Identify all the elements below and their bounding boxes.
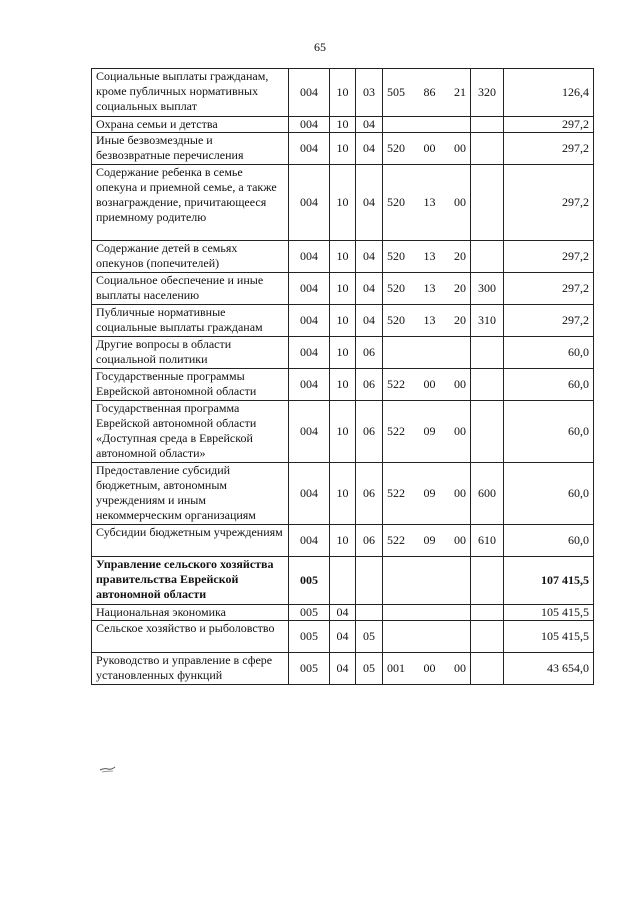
target-article-cell xyxy=(383,305,471,337)
target-article-part: 00 xyxy=(454,377,466,391)
target-article-part: 13 xyxy=(423,313,436,327)
item-name-cell: Иные безвозмездные и безвозвратные перечисления xyxy=(92,133,289,165)
ministry-code-cell: 004 xyxy=(289,463,330,525)
item-name-cell: Публичные нормативные социальные выплаты гражданам xyxy=(92,305,289,337)
target-article-part: 520 xyxy=(387,195,405,209)
subsection-code-cell: 04 xyxy=(356,241,383,273)
amount-cell: 297,2 xyxy=(504,241,594,273)
ministry-code-cell: 005 xyxy=(289,557,330,605)
target-article-cell xyxy=(383,117,471,133)
target-article-part: 00 xyxy=(423,141,436,155)
item-name-cell: Социальное обеспечение и иные выплаты населению xyxy=(92,273,289,305)
target-article-cell xyxy=(383,557,471,605)
target-article-cell xyxy=(383,463,471,525)
target-article-part: 520 xyxy=(387,141,405,155)
expense-type-cell xyxy=(471,241,504,273)
section-code-cell: 10 xyxy=(330,165,356,241)
target-article-part: 20 xyxy=(454,249,466,263)
item-name-cell: Другие вопросы в области социальной политики xyxy=(92,337,289,369)
target-article-part: 00 xyxy=(423,377,436,391)
target-article-part: 09 xyxy=(423,533,436,547)
target-article-part: 522 xyxy=(387,424,405,438)
target-article-part: 522 xyxy=(387,486,405,500)
table-row xyxy=(92,401,594,463)
subsection-code-cell: 04 xyxy=(356,133,383,165)
target-article-part: 20 xyxy=(454,313,466,327)
subsection-code-cell: 06 xyxy=(356,337,383,369)
section-code-cell: 04 xyxy=(330,653,356,685)
subsection-code-cell: 04 xyxy=(356,117,383,133)
amount-cell: 60,0 xyxy=(504,525,594,557)
amount-cell: 60,0 xyxy=(504,463,594,525)
item-name-cell: Управление сельского хозяйства правительства Еврейской автономной области xyxy=(92,557,289,605)
table-body xyxy=(92,69,594,685)
ministry-code-cell: 004 xyxy=(289,525,330,557)
ministry-code-cell: 004 xyxy=(289,69,330,117)
expense-type-cell xyxy=(471,337,504,369)
ministry-code-cell: 004 xyxy=(289,241,330,273)
expense-type-cell xyxy=(471,165,504,241)
section-code-cell: 10 xyxy=(330,337,356,369)
amount-cell: 60,0 xyxy=(504,337,594,369)
section-code-cell xyxy=(330,557,356,605)
item-name-cell: Социальные выплаты гражданам, кроме публичных нормативных социальных выплат xyxy=(92,69,289,117)
target-article-cell xyxy=(383,653,471,685)
target-article-part: 09 xyxy=(423,424,436,438)
ministry-code-cell: 004 xyxy=(289,133,330,165)
table-row xyxy=(92,369,594,401)
expense-type-cell xyxy=(471,557,504,605)
target-article-cell xyxy=(383,605,471,621)
target-article-cell xyxy=(383,273,471,305)
subsection-code-cell xyxy=(356,605,383,621)
amount-cell: 60,0 xyxy=(504,369,594,401)
expense-type-cell xyxy=(471,621,504,653)
target-article-part: 522 xyxy=(387,377,405,391)
target-article-part: 00 xyxy=(423,661,436,675)
ministry-code-cell: 004 xyxy=(289,117,330,133)
amount-cell: 297,2 xyxy=(504,117,594,133)
ministry-code-cell: 004 xyxy=(289,337,330,369)
ministry-code-cell: 005 xyxy=(289,653,330,685)
subsection-code-cell: 04 xyxy=(356,273,383,305)
section-code-cell: 10 xyxy=(330,241,356,273)
ministry-code-cell: 005 xyxy=(289,605,330,621)
subsection-code-cell: 06 xyxy=(356,525,383,557)
amount-cell: 297,2 xyxy=(504,305,594,337)
target-article-part: 21 xyxy=(454,85,466,99)
table-row xyxy=(92,525,594,557)
section-code-cell: 10 xyxy=(330,369,356,401)
expense-type-cell xyxy=(471,133,504,165)
target-article-part: 13 xyxy=(423,195,436,209)
subsection-code-cell: 05 xyxy=(356,653,383,685)
amount-cell: 126,4 xyxy=(504,69,594,117)
target-article-part: 520 xyxy=(387,281,405,295)
item-name-cell: Государственные программы Еврейской автономной области xyxy=(92,369,289,401)
table-row xyxy=(92,653,594,685)
target-article-part: 00 xyxy=(454,486,466,500)
target-article-part: 522 xyxy=(387,533,405,547)
table-row xyxy=(92,621,594,653)
target-article-part: 86 xyxy=(423,85,436,99)
target-article-cell xyxy=(383,369,471,401)
section-code-cell: 10 xyxy=(330,401,356,463)
expense-type-cell xyxy=(471,369,504,401)
item-name-cell: Субсидии бюджетным учреждениям xyxy=(92,525,289,557)
subsection-code-cell: 04 xyxy=(356,165,383,241)
target-article-part: 520 xyxy=(387,249,405,263)
ministry-code-cell: 005 xyxy=(289,621,330,653)
section-code-cell: 10 xyxy=(330,463,356,525)
subsection-code-cell: 06 xyxy=(356,369,383,401)
table-row xyxy=(92,273,594,305)
target-article-cell xyxy=(383,621,471,653)
table-row xyxy=(92,337,594,369)
table-row xyxy=(92,117,594,133)
item-name-cell: Национальная экономика xyxy=(92,605,289,621)
target-article-part: 09 xyxy=(423,486,436,500)
target-article-part: 00 xyxy=(454,424,466,438)
item-name-cell: Руководство и управление в сфере установленных функций xyxy=(92,653,289,685)
expense-type-cell xyxy=(471,117,504,133)
section-code-cell: 10 xyxy=(330,133,356,165)
expense-type-cell: 310 xyxy=(471,305,504,337)
expense-type-cell xyxy=(471,401,504,463)
target-article-cell xyxy=(383,133,471,165)
ministry-code-cell: 004 xyxy=(289,305,330,337)
amount-cell: 107 415,5 xyxy=(504,557,594,605)
section-code-cell: 10 xyxy=(330,273,356,305)
subsection-code-cell: 05 xyxy=(356,621,383,653)
expense-type-cell: 600 xyxy=(471,463,504,525)
target-article-part: 00 xyxy=(454,661,466,675)
target-article-cell xyxy=(383,69,471,117)
target-article-cell xyxy=(383,337,471,369)
target-article-part: 001 xyxy=(387,661,405,675)
ministry-code-cell: 004 xyxy=(289,273,330,305)
table-row xyxy=(92,241,594,273)
section-code-cell: 10 xyxy=(330,525,356,557)
amount-cell: 43 654,0 xyxy=(504,653,594,685)
section-code-cell: 04 xyxy=(330,605,356,621)
subsection-code-cell: 06 xyxy=(356,463,383,525)
table-row xyxy=(92,605,594,621)
item-name-cell: Охрана семьи и детства xyxy=(92,117,289,133)
target-article-part: 505 xyxy=(387,85,405,99)
amount-cell: 60,0 xyxy=(504,401,594,463)
expense-type-cell: 300 xyxy=(471,273,504,305)
ministry-code-cell: 004 xyxy=(289,401,330,463)
expense-type-cell xyxy=(471,605,504,621)
pen-mark xyxy=(98,762,118,774)
subsection-code-cell xyxy=(356,557,383,605)
section-code-cell: 10 xyxy=(330,69,356,117)
target-article-cell xyxy=(383,525,471,557)
section-code-cell: 10 xyxy=(330,305,356,337)
item-name-cell: Сельское хозяйство и рыболовство xyxy=(92,621,289,653)
subsection-code-cell: 03 xyxy=(356,69,383,117)
expense-type-cell: 610 xyxy=(471,525,504,557)
amount-cell: 105 415,5 xyxy=(504,605,594,621)
target-article-part: 13 xyxy=(423,249,436,263)
target-article-part: 00 xyxy=(454,195,466,209)
page-number: 65 xyxy=(314,40,326,54)
target-article-part: 20 xyxy=(454,281,466,295)
table-row xyxy=(92,69,594,117)
target-article-part: 13 xyxy=(423,281,436,295)
target-article-cell xyxy=(383,165,471,241)
target-article-cell xyxy=(383,401,471,463)
target-article-part: 520 xyxy=(387,313,405,327)
item-name-cell: Содержание ребенка в семье опекуна и приемной семье, а также вознаграждение, причитающееся приемному родителю xyxy=(92,165,289,241)
table-row xyxy=(92,305,594,337)
item-name-cell: Предоставление субсидий бюджетным, автономным учреждениям и иным некоммерческим организациям xyxy=(92,463,289,525)
expense-type-cell xyxy=(471,653,504,685)
table-row xyxy=(92,133,594,165)
section-code-cell: 10 xyxy=(330,117,356,133)
amount-cell: 297,2 xyxy=(504,165,594,241)
subsection-code-cell: 06 xyxy=(356,401,383,463)
table-row xyxy=(92,557,594,605)
target-article-cell xyxy=(383,241,471,273)
ministry-code-cell: 004 xyxy=(289,369,330,401)
amount-cell: 105 415,5 xyxy=(504,621,594,653)
target-article-part: 00 xyxy=(454,533,466,547)
section-code-cell: 04 xyxy=(330,621,356,653)
table-row xyxy=(92,165,594,241)
budget-table xyxy=(91,68,594,685)
ministry-code-cell: 004 xyxy=(289,165,330,241)
target-article-part: 00 xyxy=(454,141,466,155)
subsection-code-cell: 04 xyxy=(356,305,383,337)
item-name-cell: Государственная программа Еврейской автономной области «Доступная среда в Еврейской автономной области» xyxy=(92,401,289,463)
amount-cell: 297,2 xyxy=(504,133,594,165)
item-name-cell: Содержание детей в семьях опекунов (попечителей) xyxy=(92,241,289,273)
table-row xyxy=(92,463,594,525)
amount-cell: 297,2 xyxy=(504,273,594,305)
expense-type-cell: 320 xyxy=(471,69,504,117)
